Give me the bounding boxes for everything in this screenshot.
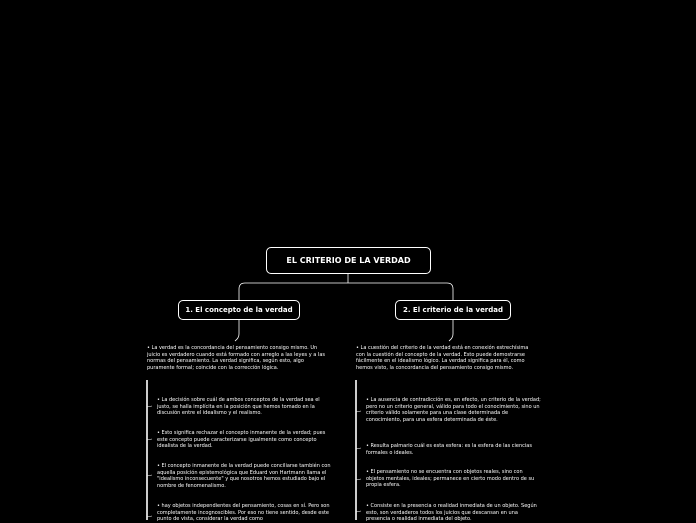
connector-branch-2 [348,283,453,300]
branch-1-item-3[interactable]: • El concepto inmanente de la verdad puede conciliarse también con aquella posición epistemológica que Eduard von Hartmann llama el "idealismo inconsecuente" y que nosotros hemos estudiado bajo el nombre de fenomenalismo. [157,463,331,489]
branch-1-item-4[interactable]: • hay objetos independientes del pensamiento, cosas en sí. Pero son completamente incognoscibles. Por eso no tiene sentido, desde este punto de vista, considerar la verdad como [157,503,330,523]
branch-1-tail [235,320,239,341]
branch-2-item-4[interactable]: • Consiste en la presencia o realidad inmediata de un objeto. Según esto, son verdaderos todos los juicios que descansan en una presencia o realidad inmediata del objeto. [366,503,537,523]
branch-2-item-1[interactable]: • La ausencia de contradicción es, en efecto, un criterio de la verdad; pero no un criterio general, válido para todo el conocimiento, sino un criterio válido solamente para una clase determinada de conocimiento, para una esfera determinada de éste. [366,397,541,423]
branch-2-tail [449,320,453,341]
branch-1-item-1[interactable]: • La decisión sobre cuál de ambos conceptos de la verdad sea el justo, se halla implícita en la posición que hemos tomado en la discusión entre el idealismo y el realismo. [157,397,320,417]
root-topic[interactable]: EL CRITERIO DE LA VERDAD [266,247,431,274]
branch-2-lead-text[interactable]: • La cuestión del criterio de la verdad está en conexión estrechísima con la cuestión del concepto de la verdad. Esto puede demostrarse fácilmente en el idealismo lógico. La verdad significa para él, como hemos visto, la concordancia del pensamiento consigo mismo. [356,345,529,371]
connector-branch-1 [239,283,348,300]
branch-1-lead-text[interactable]: • La verdad es la concordancia del pensamiento consigo mismo. Un juicio es verdadero cuando está formado con arreglo a las leyes y a las normas del pensamiento. La verdad significa, según esto, algo puramente formal; coincide con la corrección lógica. [147,345,325,371]
branch-1-item-2[interactable]: • Esto significa rechazar el concepto inmanente de la verdad; pues este concepto puede caracterizarse igualmente como concepto idealista de la verdad. [157,430,326,450]
branch-concepto-de-la-verdad[interactable]: 1. El concepto de la verdad [178,300,300,320]
branch-criterio-de-la-verdad[interactable]: 2. El criterio de la verdad [395,300,511,320]
branch-2-item-3[interactable]: • El pensamiento no se encuentra con objetos reales, sino con objetos mentales, ideales; permanece en cierto modo dentro de su propia esfera. [366,469,535,489]
branch-2-item-2[interactable]: • Resulta palmario cuál es esta esfera: es la esfera de las ciencias formales o ideales. [366,443,532,456]
